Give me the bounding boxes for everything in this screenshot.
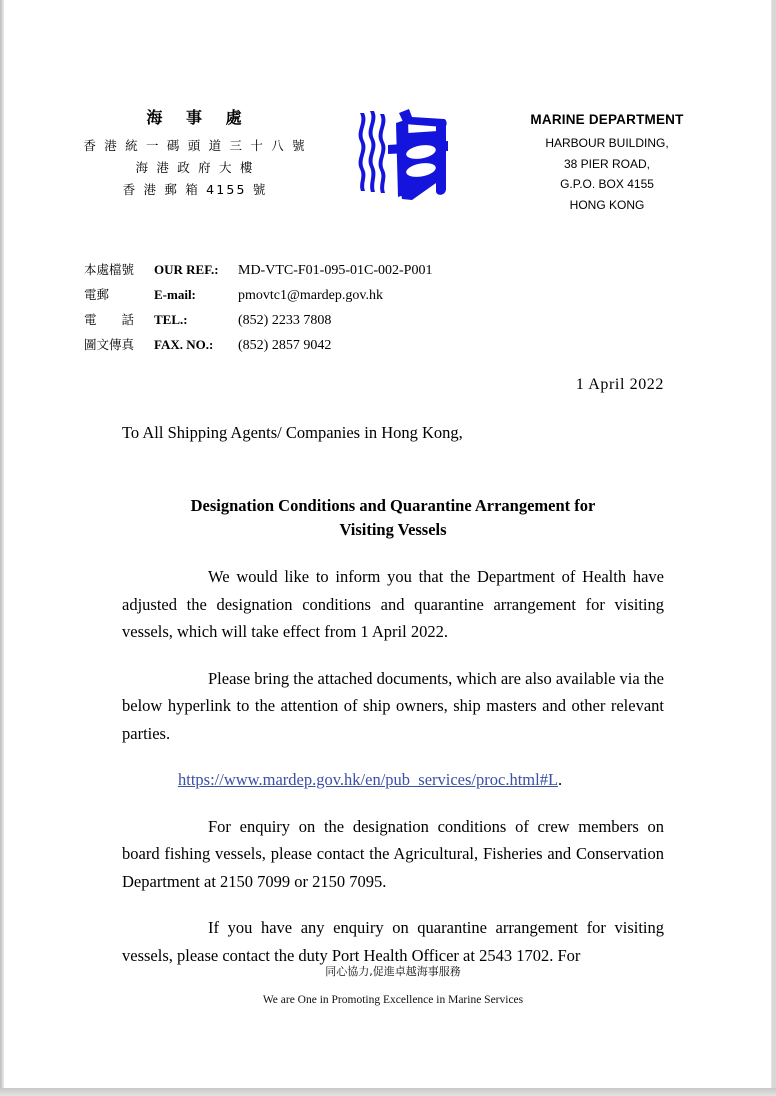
address-line-english-2: 38 PIER ROAD, (563, 156, 651, 171)
address-line-english-4: HONG KONG (569, 197, 645, 212)
letter-body (122, 563, 664, 969)
letter-subject-heading (122, 494, 664, 542)
address-line-chinese-2: 海 港 政 府 大 樓 (135, 160, 255, 175)
hyperlink-paragraph (122, 766, 664, 794)
body-paragraph-3: For enquiry on the designation conditions of crew members on board fishing vessels, please contact the Agricultural, Fisheries and Conservation Department at 2150 7099 or 2150 7095. (122, 816, 664, 891)
address-line-english-3: G.P.O. BOX 4155 (560, 177, 654, 191)
page-footer (122, 964, 664, 1008)
reference-row-tel (84, 308, 644, 333)
reference-row-our-ref (84, 258, 644, 283)
letterhead-chinese-block (64, 108, 324, 201)
address-line-chinese-3: 香 港 郵 箱 4155 號 (122, 182, 268, 197)
procedures-hyperlink[interactable]: https://www.mardep.gov.hk/en/pub_services/proc.html#L (178, 770, 559, 789)
reference-value-fax: (852) 2857 9042 (238, 338, 332, 353)
page-bottom-edge (0, 1088, 776, 1096)
subject-line-2: Visiting Vessels (339, 520, 447, 539)
address-line-english-1: HARBOUR BUILDING, (545, 136, 669, 150)
reference-label-english: FAX. NO.: (154, 337, 214, 352)
reference-row-fax (84, 333, 644, 358)
footer-slogan-chinese: 同心協力,促進卓越海事服務 (325, 965, 461, 978)
reference-label-chinese: 本處檔號 (84, 262, 135, 277)
reference-value-email: pmovtc1@mardep.gov.hk (238, 288, 383, 303)
letterhead-english-block (492, 110, 722, 215)
reference-label-chinese: 圖文傳真 (84, 337, 135, 352)
department-name-english: MARINE DEPARTMENT (530, 112, 684, 127)
marine-department-logo-icon (352, 107, 452, 202)
letter-page (4, 0, 772, 1088)
reference-label-english: OUR REF.: (154, 262, 219, 277)
subject-line-1: Designation Conditions and Quarantine Arrangement for (190, 496, 596, 515)
letter-date: 1 April 2022 (575, 376, 664, 393)
reference-label-chinese: 電郵 (84, 287, 110, 302)
body-paragraph-2: Please bring the attached documents, which are also available via the below hyperlink to the attention of ship owners, ship masters and other relevant parties. (122, 668, 664, 743)
reference-block (84, 258, 644, 358)
reference-value-our-ref: MD-VTC-F01-095-01C-002-P001 (238, 263, 433, 278)
reference-label-chinese: 電 話 (84, 312, 135, 327)
department-name-chinese: 海 事 處 (146, 108, 251, 127)
reference-label-english: TEL.: (154, 312, 188, 327)
reference-row-email (84, 283, 644, 308)
letterhead (4, 0, 772, 235)
reference-label-english: E-mail: (154, 287, 196, 302)
footer-slogan-english: We are One in Promoting Excellence in Marine Services (262, 994, 524, 1006)
reference-value-tel: (852) 2233 7808 (238, 313, 332, 328)
body-paragraph-4: If you have any enquiry on quarantine arrangement for visiting vessels, please contact the duty Port Health Officer at 2543 1702. For (122, 918, 664, 965)
body-paragraph-1: We would like to inform you that the Department of Health have adjusted the designation conditions and quarantine arrangement for visiting vessels, which will take effect from 1 April 2022. (122, 567, 664, 641)
letter-salutation: To All Shipping Agents/ Companies in Hong Kong, (122, 423, 463, 442)
hyperlink-trailing-period: . (558, 770, 563, 789)
address-line-chinese-1: 香 港 統 一 碼 頭 道 三 十 八 號 (83, 138, 307, 153)
